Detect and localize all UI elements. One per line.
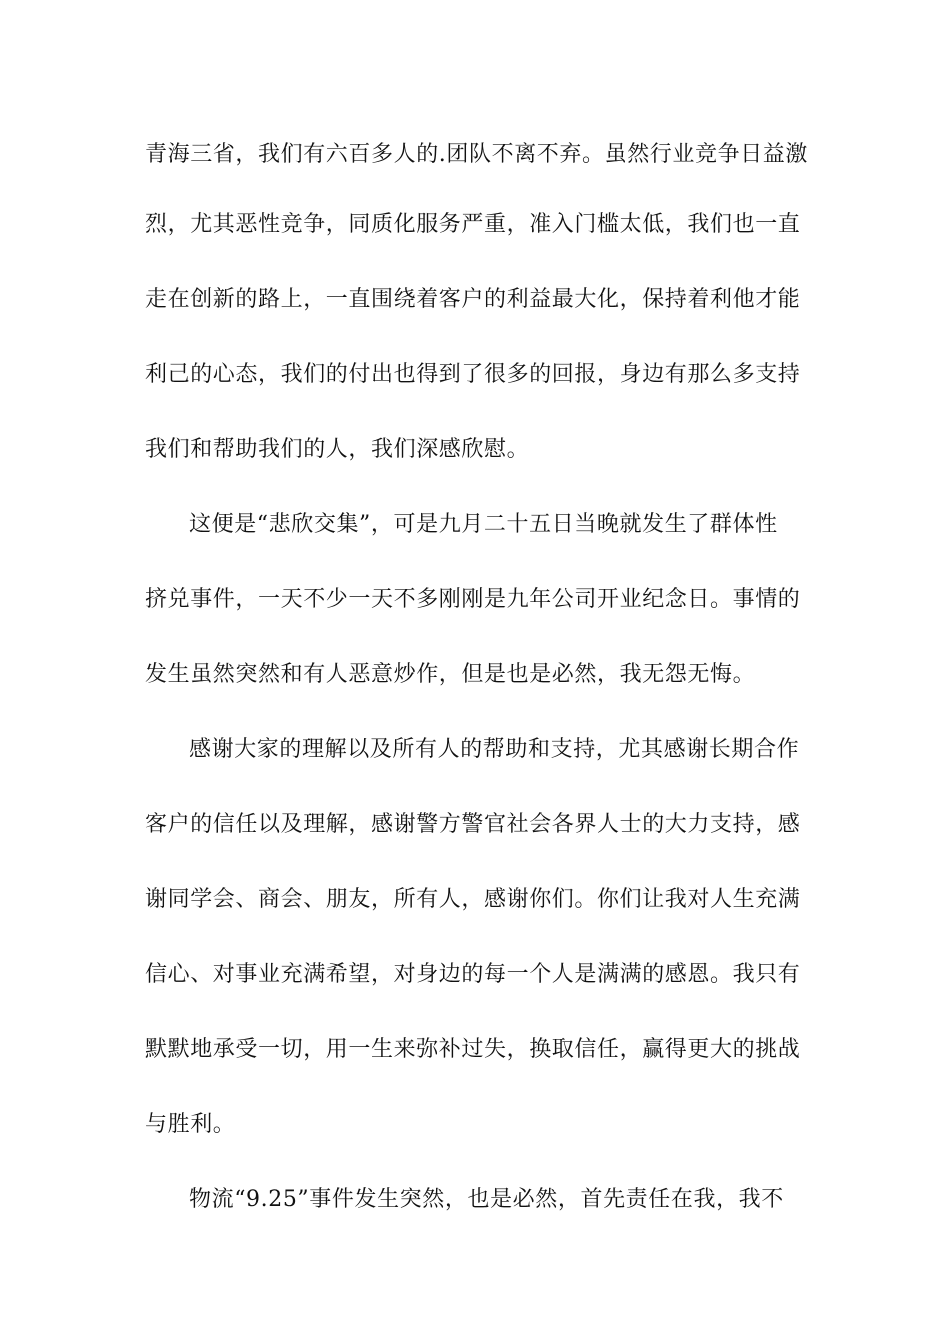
paragraph-line: 发生虽然突然和有人恶意炒作，但是也是必然，我无怨无悔。 bbox=[145, 662, 756, 687]
paragraph-line: 信心、对事业充满希望，对身边的每一个人是满满的感恩。我只有 bbox=[145, 962, 801, 987]
paragraph-line: 物流“9.25”事件发生突然，也是必然，首先责任在我，我不 bbox=[189, 1187, 784, 1212]
paragraph-line: 这便是“悲欣交集”，可是九月二十五日当晚就发生了群体性 bbox=[189, 512, 778, 537]
paragraph-line: 青海三省，我们有六百多人的.团队不离不弃。虽然行业竞争日益激 bbox=[145, 142, 808, 167]
paragraph-line: 走在创新的路上，一直围绕着客户的利益最大化，保持着利他才能 bbox=[145, 287, 801, 312]
paragraph-line: 与胜利。 bbox=[145, 1112, 236, 1137]
paragraph-line: 烈，尤其恶性竞争，同质化服务严重，准入门槛太低，我们也一直 bbox=[145, 212, 801, 237]
paragraph-line: 谢同学会、商会、朋友，所有人，感谢你们。你们让我对人生充满 bbox=[145, 887, 801, 912]
paragraph-line: 利己的心态，我们的付出也得到了很多的回报，身边有那么多支持 bbox=[145, 362, 801, 387]
paragraph-line: 感谢大家的理解以及所有人的帮助和支持，尤其感谢长期合作 bbox=[189, 737, 800, 762]
paragraph-line: 挤兑事件，一天不少一天不多刚刚是九年公司开业纪念日。事情的 bbox=[145, 587, 801, 612]
paragraph-line: 客户的信任以及理解，感谢警方警官社会各界人士的大力支持，感 bbox=[145, 812, 801, 837]
paragraph-line: 我们和帮助我们的人，我们深感欣慰。 bbox=[145, 437, 530, 462]
paragraph-line: 默默地承受一切，用一生来弥补过失，换取信任，赢得更大的挑战 bbox=[145, 1037, 801, 1062]
